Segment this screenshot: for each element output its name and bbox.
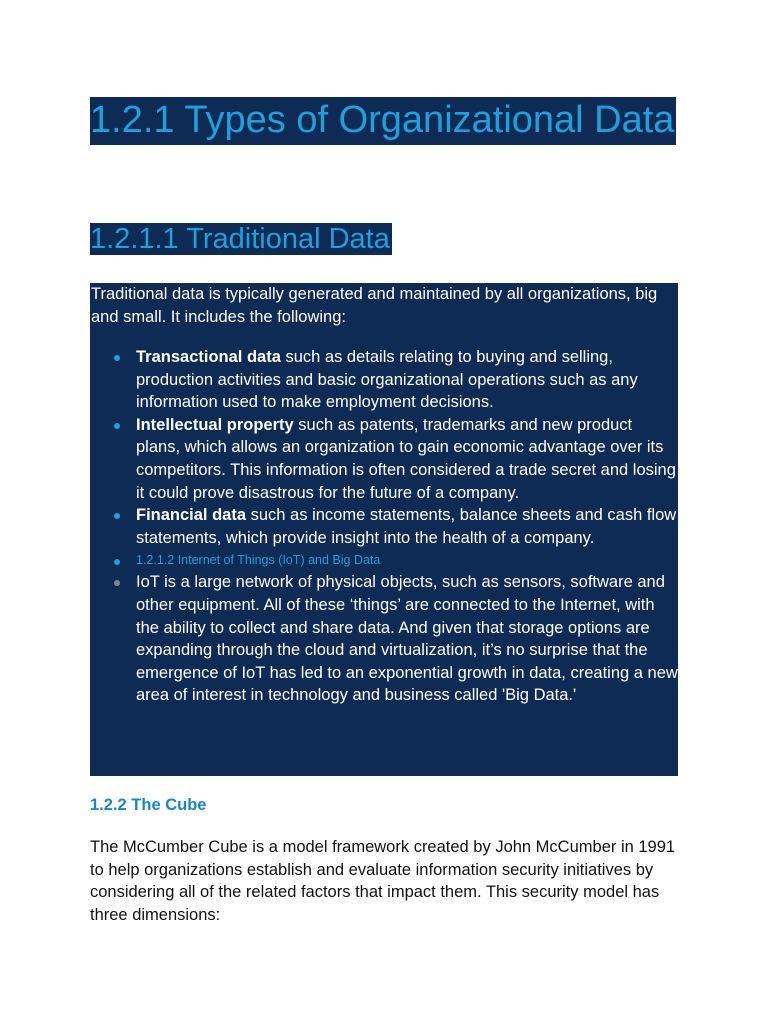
subheading-iot-big-data — [90, 549, 678, 571]
bullet-dot-icon — [114, 559, 120, 565]
list-item-financial-data — [90, 504, 678, 549]
bullet-term: Financial data — [136, 506, 247, 525]
bullet-dot-icon — [114, 355, 120, 361]
list-item-iot-description — [90, 571, 678, 707]
section-heading-types-of-organizational-data — [90, 92, 680, 148]
heading-2-text: 1.2.1.1 Traditional Data — [90, 223, 390, 255]
list-item-intellectual-property — [90, 414, 678, 504]
cube-paragraph: The McCumber Cube is a model framework created by John McCumber in 1991 to help organizations establish and evaluate information security initiatives by considering all of the related factors that impact them. This security model has three dimensions: — [90, 838, 676, 924]
intro-paragraph: Traditional data is typically generated and maintained by all organizations, big and small. It includes the following: — [91, 285, 658, 326]
bullet-dot-icon — [114, 580, 120, 586]
section-heading-the-cube: 1.2.2 The Cube — [90, 796, 207, 814]
bullet-term: Transactional data — [136, 348, 281, 366]
bullet-dot-icon — [114, 513, 120, 519]
bullet-text: such as income statements, balance sheets and cash flow statements, which provide insight into the health of a company. — [136, 506, 677, 547]
iot-paragraph: IoT is a large network of physical objects, such as sensors, software and other equipment. All of these ‘things’ are connected to the Internet, with the ability to collect and share data. And given that storage options are expanding through the cloud and virtualization, it’s no surprise that the emergence of IoT has led to an exponential growth in data, creating a new area of interest in technology and business called 'Big Data.' — [136, 573, 678, 705]
data-types-list — [90, 346, 678, 707]
subheading-text: 1.2.1.2 Internet of Things (IoT) and Big Data — [136, 553, 381, 568]
bullet-term: Intellectual property — [136, 415, 294, 434]
highlighted-content-block — [90, 283, 678, 776]
section-heading-traditional-data — [90, 220, 392, 258]
list-item-transactional-data — [90, 346, 678, 414]
bullet-dot-icon — [114, 423, 120, 429]
heading-1-text: 1.2.1 Types of Organizational Data — [90, 97, 676, 145]
bullet-text: such as details relating to buying and selling, production activities and basic organizational operations such as any information used to make employment decisions. — [136, 348, 638, 412]
bullet-text: such as patents, trademarks and new product plans, which allows an organization to gain economic advantage over its competitors. This information is often considered a trade secret and losing it could prove disastrous for the future of a company. — [136, 415, 676, 502]
